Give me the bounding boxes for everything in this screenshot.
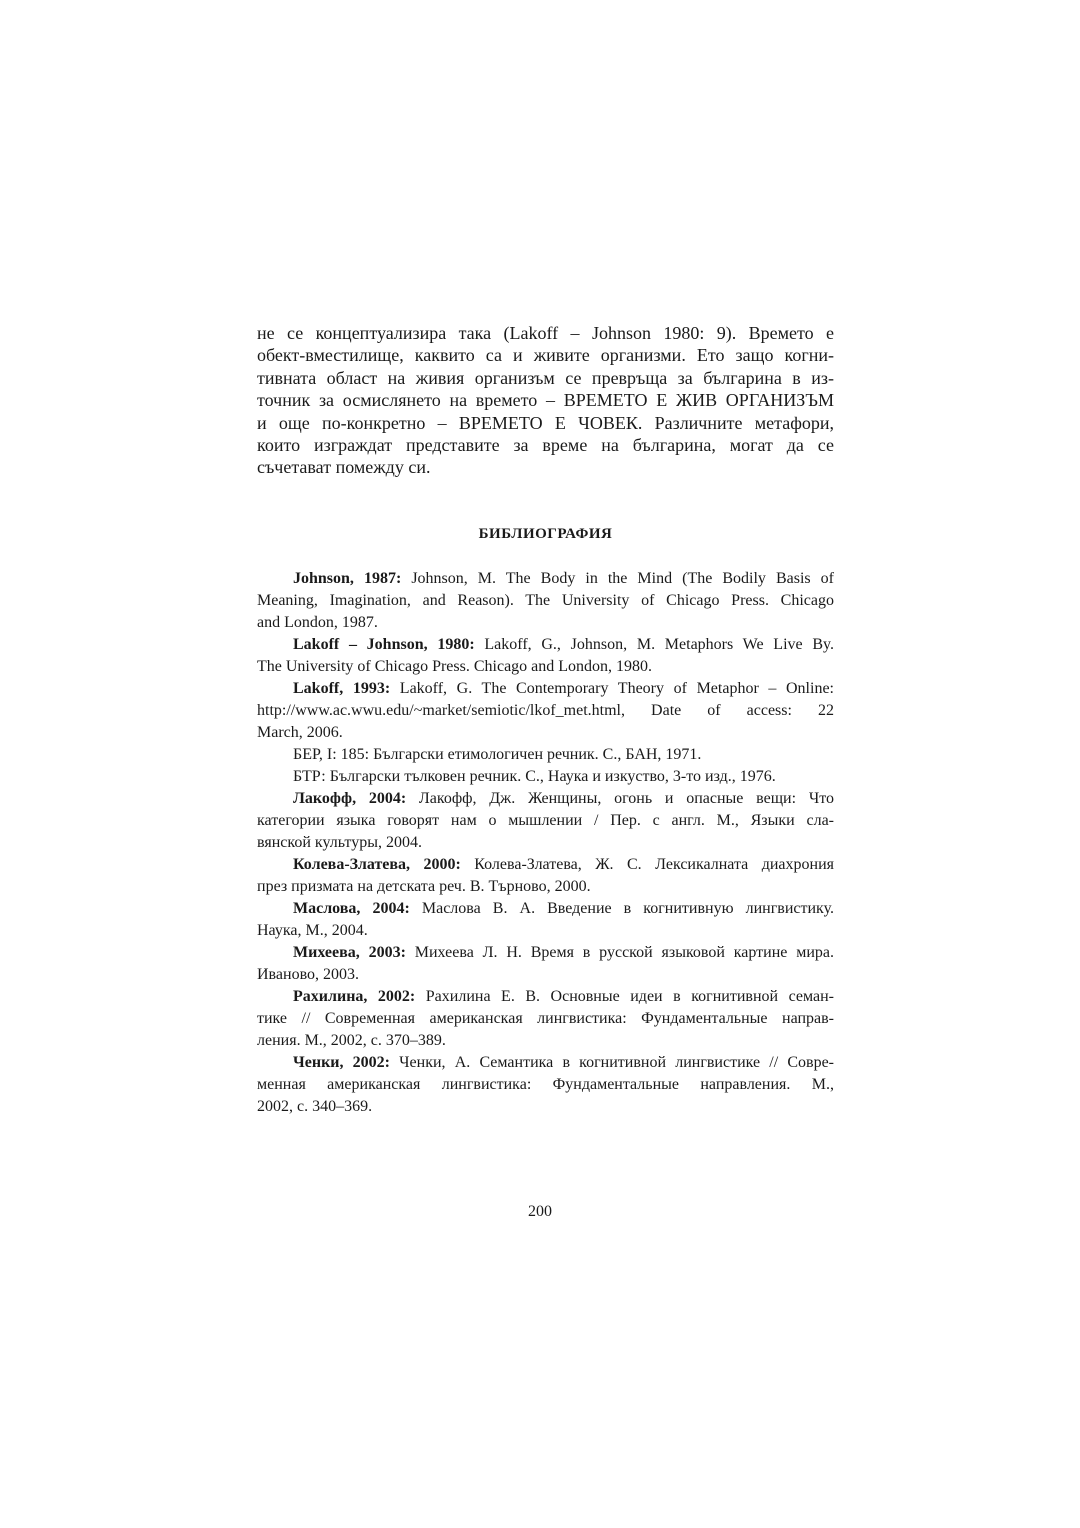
entry-line: през призмата на детската реч. В. Търново, 2000. <box>257 878 591 895</box>
body-line: съчетават помежду си. <box>257 457 431 478</box>
entry-text: Маслова В. А. Введение в когнитивную лингвистику. <box>409 900 835 917</box>
entry-text: Михеева Л. Н. Время в русской языковой картине мира. <box>405 944 835 961</box>
bibliography-entry <box>257 678 834 744</box>
entry-text: Lakoff, G. The Contemporary Theory of Metaphor – Online: <box>390 680 834 697</box>
body-line: които изграждат представите за време на българина, могат да се <box>257 435 834 456</box>
entry-lead: Рахилина, 2002: <box>293 988 416 1005</box>
entry-line <box>257 788 834 810</box>
entry-lead: Лакофф, 2004: <box>293 790 407 807</box>
bibliography-entry <box>257 854 834 898</box>
bibliography-entry <box>257 986 834 1052</box>
entry-text: Колева-Златева, Ж. С. Лексикалната диахрония <box>460 856 835 873</box>
entry-line: 2002, с. 340–369. <box>257 1098 373 1115</box>
entry-line <box>257 986 834 1008</box>
entry-text: Ченки, А. Семантика в когнитивной лингвистике // Совре- <box>390 1054 835 1071</box>
entry-lead: Lakoff – Johnson, 1980: <box>293 636 475 653</box>
entry-lead: Lakoff, 1993: <box>293 680 391 697</box>
bibliography-entry <box>257 766 834 788</box>
body-line: обект-вместилище, каквито са и живите организми. Ето защо когни- <box>257 345 834 366</box>
entry-text: Рахилина Е. В. Основные идеи в когнитивной семан- <box>415 988 834 1005</box>
bibliography-list <box>257 568 834 1118</box>
entry-line <box>257 568 834 590</box>
body-paragraph <box>257 322 834 479</box>
bibliography-entry <box>257 634 834 678</box>
entry-line <box>257 854 834 876</box>
entry-line: Meaning, Imagination, and Reason). The University of Chicago Press. Chicago <box>257 592 834 609</box>
page-number: 200 <box>528 1203 552 1220</box>
entry-line: вянской культуры, 2004. <box>257 834 422 851</box>
bibliography-entry <box>257 898 834 942</box>
entry-line: March, 2006. <box>257 724 343 741</box>
page-content <box>257 322 835 1115</box>
body-line: и още по-конкретно – ВРЕМЕТО Е ЧОВЕК. Различните метафори, <box>257 412 834 433</box>
entry-line <box>257 942 834 964</box>
entry-text: Johnson, M. The Body in the Mind (The Bodily Basis of <box>401 570 834 587</box>
bibliography-entry <box>257 942 834 986</box>
entry-lead: Михеева, 2003: <box>293 944 406 961</box>
body-line: не се концептуализира така (Lakoff – Johnson 1980: 9). Времето е <box>257 323 834 343</box>
entry-text: Лакофф, Дж. Женщины, огонь и опасные вещи: Что <box>406 790 834 807</box>
bibliography-entry <box>257 1052 834 1118</box>
entry-line: БТР: Български тълковен речник. С., Наука и изкуство, 3-то изд., 1976. <box>293 768 776 785</box>
bibliography-heading: БИБЛИОГРАФИЯ <box>478 526 613 542</box>
entry-line <box>257 898 834 920</box>
body-line: точник за осмислянето на времето – ВРЕМЕТО Е ЖИВ ОРГАНИЗЪМ <box>257 390 834 411</box>
bibliography-entry <box>257 568 834 634</box>
entry-lead: Маслова, 2004: <box>293 900 410 917</box>
entry-lead: Johnson, 1987: <box>293 570 402 587</box>
entry-line <box>257 634 834 656</box>
entry-line: http://www.ac.wwu.edu/~market/semiotic/lkof_met.html, Date of access: 22 <box>257 702 834 719</box>
entry-text: Lakoff, G., Johnson, M. Metaphors We Live By. <box>474 636 834 653</box>
bibliography-entry <box>257 788 834 854</box>
entry-line: менная американская лингвистика: Фундаментальные направления. М., <box>257 1076 834 1093</box>
entry-line: тике // Современная американская лингвистика: Фундаментальные направ- <box>257 1010 834 1027</box>
entry-line: Наука, М., 2004. <box>257 922 368 939</box>
entry-line: The University of Chicago Press. Chicago and London, 1980. <box>257 658 653 675</box>
body-line: тивната област на живия организъм се превръща за българина в из- <box>257 367 834 388</box>
entry-line: БЕР, I: 185: Български етимологичен речник. С., БАН, 1971. <box>293 746 702 763</box>
entry-line: Иваново, 2003. <box>257 966 360 983</box>
entry-lead: Ченки, 2002: <box>293 1054 390 1071</box>
entry-line: ления. М., 2002, с. 370–389. <box>257 1032 446 1049</box>
bibliography-entry <box>257 744 834 766</box>
entry-line: категории языка говорят нам о мышлении / Пер. с англ. М., Языки сла- <box>257 812 834 829</box>
entry-line <box>257 678 834 700</box>
entry-lead: Колева-Златева, 2000: <box>293 856 461 873</box>
entry-line <box>257 1052 834 1074</box>
entry-line: and London, 1987. <box>257 614 378 631</box>
